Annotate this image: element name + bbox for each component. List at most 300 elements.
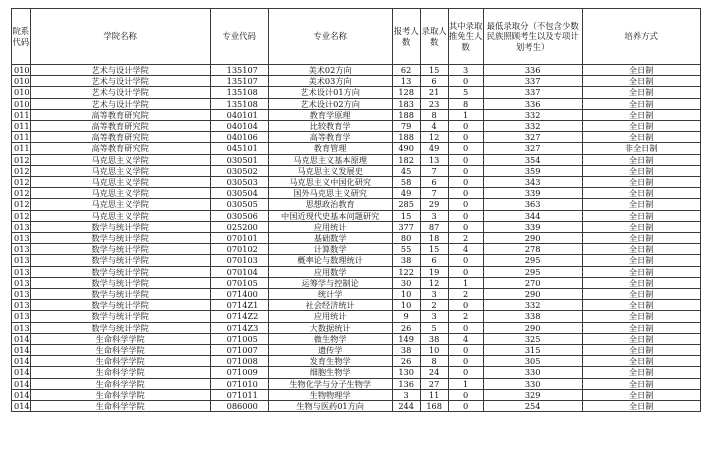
- exempt-cell: 0: [448, 255, 483, 266]
- major-name-cell: 发育生物学: [268, 356, 392, 367]
- major-name-cell: 大数据统计: [268, 322, 392, 333]
- mode-cell: 全日制: [582, 121, 700, 132]
- exempt-cell: 0: [448, 266, 483, 277]
- table-row: [12, 300, 701, 311]
- admitted-cell: 6: [420, 177, 448, 188]
- applicants-cell: 26: [392, 322, 420, 333]
- admitted-cell: 6: [420, 76, 448, 87]
- applicants-cell: 3: [392, 389, 420, 400]
- exempt-cell: 2: [448, 233, 483, 244]
- applicants-cell: 183: [392, 98, 420, 109]
- mode-cell: 全日制: [582, 188, 700, 199]
- college-code-cell: 013: [12, 311, 31, 322]
- mode-cell: 全日制: [582, 210, 700, 221]
- college-name-cell: 高等教育研究院: [30, 132, 210, 143]
- college-name-cell: 数学与统计学院: [30, 277, 210, 288]
- min-score-cell: 315: [483, 345, 582, 356]
- major-name-cell: 美术02方向: [268, 65, 392, 76]
- applicants-cell: 377: [392, 221, 420, 232]
- mode-cell: 全日制: [582, 401, 700, 412]
- min-score-cell: 339: [483, 221, 582, 232]
- mode-cell: 全日制: [582, 300, 700, 311]
- admitted-cell: 2: [420, 300, 448, 311]
- mode-cell: 全日制: [582, 322, 700, 333]
- admitted-cell: 10: [420, 345, 448, 356]
- table-row: [12, 76, 701, 87]
- applicants-cell: 244: [392, 401, 420, 412]
- college-name-cell: 艺术与设计学院: [30, 87, 210, 98]
- admitted-cell: 13: [420, 154, 448, 165]
- min-score-cell: 343: [483, 177, 582, 188]
- table-row: [12, 289, 701, 300]
- admitted-cell: 5: [420, 322, 448, 333]
- major-code-cell: 0714Z1: [210, 300, 268, 311]
- mode-cell: 全日制: [582, 154, 700, 165]
- college-name-cell: 高等教育研究院: [30, 143, 210, 154]
- college-code-cell: 010: [12, 98, 31, 109]
- college-code-cell: 012: [12, 188, 31, 199]
- table-row: [12, 109, 701, 120]
- major-name-cell: 教育学原理: [268, 109, 392, 120]
- min-score-cell: 290: [483, 322, 582, 333]
- college-code-cell: 014: [12, 333, 31, 344]
- min-score-cell: 332: [483, 300, 582, 311]
- major-name-cell: 微生物学: [268, 333, 392, 344]
- mode-cell: 全日制: [582, 177, 700, 188]
- mode-cell: 全日制: [582, 87, 700, 98]
- exempt-cell: 0: [448, 389, 483, 400]
- applicants-cell: 15: [392, 210, 420, 221]
- admitted-cell: 38: [420, 333, 448, 344]
- major-name-cell: 应用数学: [268, 266, 392, 277]
- admitted-cell: 18: [420, 233, 448, 244]
- college-name-cell: 高等教育研究院: [30, 109, 210, 120]
- admitted-cell: 29: [420, 199, 448, 210]
- table-row: [12, 154, 701, 165]
- exempt-cell: 0: [448, 401, 483, 412]
- admitted-cell: 3: [420, 210, 448, 221]
- applicants-cell: 10: [392, 289, 420, 300]
- major-code-cell: 086000: [210, 401, 268, 412]
- college-code-cell: 012: [12, 165, 31, 176]
- table-row: [12, 177, 701, 188]
- college-name-cell: 数学与统计学院: [30, 266, 210, 277]
- major-name-cell: 社会经济统计: [268, 300, 392, 311]
- exempt-cell: 8: [448, 98, 483, 109]
- exempt-cell: 0: [448, 177, 483, 188]
- major-code-cell: 071008: [210, 356, 268, 367]
- exempt-cell: 3: [448, 65, 483, 76]
- table-row: [12, 132, 701, 143]
- college-name-cell: 生命科学学院: [30, 378, 210, 389]
- college-code-cell: 011: [12, 132, 31, 143]
- mode-cell: 全日制: [582, 165, 700, 176]
- admitted-cell: 8: [420, 109, 448, 120]
- min-score-cell: 290: [483, 233, 582, 244]
- exempt-cell: 0: [448, 356, 483, 367]
- header-major-code: 专业代码: [210, 9, 268, 65]
- college-name-cell: 马克思主义学院: [30, 177, 210, 188]
- applicants-cell: 80: [392, 233, 420, 244]
- exempt-cell: 4: [448, 333, 483, 344]
- college-code-cell: 013: [12, 255, 31, 266]
- exempt-cell: 0: [448, 132, 483, 143]
- exempt-cell: 0: [448, 143, 483, 154]
- exempt-cell: 1: [448, 277, 483, 288]
- major-code-cell: 135108: [210, 87, 268, 98]
- table-row: [12, 121, 701, 132]
- major-code-cell: 030504: [210, 188, 268, 199]
- college-code-cell: 012: [12, 177, 31, 188]
- major-name-cell: 细胞生物学: [268, 367, 392, 378]
- exempt-cell: 1: [448, 378, 483, 389]
- major-code-cell: 0714Z2: [210, 311, 268, 322]
- mode-cell: 全日制: [582, 277, 700, 288]
- table-row: [12, 143, 701, 154]
- applicants-cell: 122: [392, 266, 420, 277]
- min-score-cell: 270: [483, 277, 582, 288]
- min-score-cell: 329: [483, 389, 582, 400]
- min-score-cell: 278: [483, 244, 582, 255]
- major-code-cell: 071009: [210, 367, 268, 378]
- applicants-cell: 55: [392, 244, 420, 255]
- mode-cell: 全日制: [582, 132, 700, 143]
- mode-cell: 全日制: [582, 266, 700, 277]
- major-code-cell: 071011: [210, 389, 268, 400]
- major-name-cell: 应用统计: [268, 311, 392, 322]
- major-name-cell: 基础数学: [268, 233, 392, 244]
- major-code-cell: 0714Z3: [210, 322, 268, 333]
- applicants-cell: 79: [392, 121, 420, 132]
- exempt-cell: 0: [448, 199, 483, 210]
- college-name-cell: 生命科学学院: [30, 345, 210, 356]
- table-row: [12, 65, 701, 76]
- mode-cell: 全日制: [582, 389, 700, 400]
- applicants-cell: 188: [392, 109, 420, 120]
- major-code-cell: 040106: [210, 132, 268, 143]
- min-score-cell: 337: [483, 87, 582, 98]
- mode-cell: 全日制: [582, 345, 700, 356]
- major-code-cell: 071005: [210, 333, 268, 344]
- applicants-cell: 149: [392, 333, 420, 344]
- mode-cell: 非全日制: [582, 143, 700, 154]
- college-name-cell: 马克思主义学院: [30, 210, 210, 221]
- applicants-cell: 188: [392, 132, 420, 143]
- college-code-cell: 013: [12, 289, 31, 300]
- exempt-cell: 1: [448, 109, 483, 120]
- college-name-cell: 马克思主义学院: [30, 154, 210, 165]
- major-name-cell: 中国近现代史基本问题研究: [268, 210, 392, 221]
- college-code-cell: 014: [12, 401, 31, 412]
- college-code-cell: 011: [12, 143, 31, 154]
- min-score-cell: 330: [483, 378, 582, 389]
- table-row: [12, 311, 701, 322]
- min-score-cell: 337: [483, 76, 582, 87]
- college-code-cell: 013: [12, 277, 31, 288]
- header-major-name: 专业名称: [268, 9, 392, 65]
- college-name-cell: 马克思主义学院: [30, 188, 210, 199]
- admitted-cell: 87: [420, 221, 448, 232]
- major-name-cell: 遗传学: [268, 345, 392, 356]
- mode-cell: 全日制: [582, 367, 700, 378]
- table-row: [12, 322, 701, 333]
- major-code-cell: 070101: [210, 233, 268, 244]
- mode-cell: 全日制: [582, 233, 700, 244]
- exempt-cell: 0: [448, 367, 483, 378]
- min-score-cell: 332: [483, 109, 582, 120]
- major-name-cell: 美术03方向: [268, 76, 392, 87]
- major-code-cell: 030505: [210, 199, 268, 210]
- table-row: [12, 266, 701, 277]
- major-name-cell: 生物与医药01方向: [268, 401, 392, 412]
- admitted-cell: 3: [420, 289, 448, 300]
- min-score-cell: 338: [483, 311, 582, 322]
- min-score-cell: 295: [483, 255, 582, 266]
- min-score-cell: 359: [483, 165, 582, 176]
- table-row: [12, 277, 701, 288]
- table-row: [12, 87, 701, 98]
- mode-cell: 全日制: [582, 199, 700, 210]
- table-body: [12, 65, 701, 412]
- min-score-cell: 327: [483, 132, 582, 143]
- major-name-cell: 运筹学与控制论: [268, 277, 392, 288]
- major-code-cell: 071007: [210, 345, 268, 356]
- major-code-cell: 030506: [210, 210, 268, 221]
- college-code-cell: 014: [12, 345, 31, 356]
- table-row: [12, 221, 701, 232]
- table-row: [12, 98, 701, 109]
- mode-cell: 全日制: [582, 244, 700, 255]
- college-name-cell: 生命科学学院: [30, 333, 210, 344]
- admission-table-container: [11, 8, 701, 412]
- admitted-cell: 15: [420, 65, 448, 76]
- college-code-cell: 012: [12, 210, 31, 221]
- header-college-name: 学院名称: [30, 9, 210, 65]
- applicants-cell: 128: [392, 87, 420, 98]
- major-code-cell: 135107: [210, 76, 268, 87]
- applicants-cell: 58: [392, 177, 420, 188]
- exempt-cell: 0: [448, 121, 483, 132]
- major-name-cell: 统计学: [268, 289, 392, 300]
- major-code-cell: 070105: [210, 277, 268, 288]
- exempt-cell: 0: [448, 188, 483, 199]
- college-code-cell: 013: [12, 300, 31, 311]
- admitted-cell: 3: [420, 311, 448, 322]
- major-code-cell: 045101: [210, 143, 268, 154]
- admitted-cell: 168: [420, 401, 448, 412]
- header-admitted: 录取人数: [420, 9, 448, 65]
- major-code-cell: 070104: [210, 266, 268, 277]
- table-row: [12, 378, 701, 389]
- major-name-cell: 生物物理学: [268, 389, 392, 400]
- college-code-cell: 011: [12, 109, 31, 120]
- min-score-cell: 290: [483, 289, 582, 300]
- mode-cell: 全日制: [582, 76, 700, 87]
- college-code-cell: 013: [12, 322, 31, 333]
- mode-cell: 全日制: [582, 221, 700, 232]
- table-row: [12, 389, 701, 400]
- applicants-cell: 62: [392, 65, 420, 76]
- college-code-cell: 014: [12, 367, 31, 378]
- college-code-cell: 010: [12, 87, 31, 98]
- college-code-cell: 010: [12, 76, 31, 87]
- admitted-cell: 12: [420, 277, 448, 288]
- min-score-cell: 330: [483, 367, 582, 378]
- table-row: [12, 199, 701, 210]
- mode-cell: 全日制: [582, 98, 700, 109]
- exempt-cell: 4: [448, 244, 483, 255]
- major-code-cell: 070102: [210, 244, 268, 255]
- min-score-cell: 363: [483, 199, 582, 210]
- college-name-cell: 艺术与设计学院: [30, 76, 210, 87]
- college-name-cell: 艺术与设计学院: [30, 98, 210, 109]
- header-mode: 培养方式: [582, 9, 700, 65]
- college-name-cell: 生命科学学院: [30, 356, 210, 367]
- college-name-cell: 数学与统计学院: [30, 233, 210, 244]
- table-row: [12, 165, 701, 176]
- applicants-cell: 30: [392, 277, 420, 288]
- college-name-cell: 马克思主义学院: [30, 199, 210, 210]
- college-name-cell: 数学与统计学院: [30, 221, 210, 232]
- applicants-cell: 10: [392, 300, 420, 311]
- major-code-cell: 071400: [210, 289, 268, 300]
- mode-cell: 全日制: [582, 109, 700, 120]
- applicants-cell: 38: [392, 345, 420, 356]
- admitted-cell: 24: [420, 367, 448, 378]
- table-row: [12, 244, 701, 255]
- admitted-cell: 15: [420, 244, 448, 255]
- min-score-cell: 354: [483, 154, 582, 165]
- header-row: [12, 9, 701, 65]
- table-row: [12, 233, 701, 244]
- major-name-cell: 国外马克思主义研究: [268, 188, 392, 199]
- major-name-cell: 应用统计: [268, 221, 392, 232]
- college-code-cell: 014: [12, 356, 31, 367]
- major-name-cell: 比较教育学: [268, 121, 392, 132]
- mode-cell: 全日制: [582, 311, 700, 322]
- table-row: [12, 367, 701, 378]
- major-name-cell: 概率论与数理统计: [268, 255, 392, 266]
- applicants-cell: 49: [392, 188, 420, 199]
- table-row: [12, 401, 701, 412]
- college-code-cell: 012: [12, 199, 31, 210]
- table-row: [12, 188, 701, 199]
- college-name-cell: 数学与统计学院: [30, 255, 210, 266]
- major-code-cell: 030502: [210, 165, 268, 176]
- college-name-cell: 数学与统计学院: [30, 300, 210, 311]
- admitted-cell: 12: [420, 132, 448, 143]
- admitted-cell: 23: [420, 98, 448, 109]
- exempt-cell: 0: [448, 322, 483, 333]
- admission-table: [11, 8, 701, 412]
- college-name-cell: 生命科学学院: [30, 401, 210, 412]
- college-name-cell: 生命科学学院: [30, 367, 210, 378]
- major-code-cell: 040101: [210, 109, 268, 120]
- major-code-cell: 135107: [210, 65, 268, 76]
- min-score-cell: 336: [483, 65, 582, 76]
- min-score-cell: 254: [483, 401, 582, 412]
- exempt-cell: 2: [448, 311, 483, 322]
- major-name-cell: 高等教育学: [268, 132, 392, 143]
- college-code-cell: 010: [12, 65, 31, 76]
- major-code-cell: 030501: [210, 154, 268, 165]
- college-name-cell: 马克思主义学院: [30, 165, 210, 176]
- applicants-cell: 130: [392, 367, 420, 378]
- admitted-cell: 7: [420, 165, 448, 176]
- exempt-cell: 0: [448, 165, 483, 176]
- applicants-cell: 45: [392, 165, 420, 176]
- major-name-cell: 计算数学: [268, 244, 392, 255]
- mode-cell: 全日制: [582, 65, 700, 76]
- min-score-cell: 305: [483, 356, 582, 367]
- college-code-cell: 013: [12, 266, 31, 277]
- exempt-cell: 0: [448, 345, 483, 356]
- major-code-cell: 135108: [210, 98, 268, 109]
- table-row: [12, 345, 701, 356]
- major-code-cell: 070103: [210, 255, 268, 266]
- major-name-cell: 教育管理: [268, 143, 392, 154]
- exempt-cell: 2: [448, 289, 483, 300]
- exempt-cell: 5: [448, 87, 483, 98]
- table-row: [12, 255, 701, 266]
- major-code-cell: 030503: [210, 177, 268, 188]
- college-name-cell: 数学与统计学院: [30, 289, 210, 300]
- table-row: [12, 333, 701, 344]
- exempt-cell: 0: [448, 76, 483, 87]
- min-score-cell: 332: [483, 121, 582, 132]
- table-row: [12, 210, 701, 221]
- college-code-cell: 013: [12, 244, 31, 255]
- college-name-cell: 生命科学学院: [30, 389, 210, 400]
- admitted-cell: 11: [420, 389, 448, 400]
- admitted-cell: 19: [420, 266, 448, 277]
- major-name-cell: 马克思主义基本原理: [268, 154, 392, 165]
- applicants-cell: 26: [392, 356, 420, 367]
- mode-cell: 全日制: [582, 356, 700, 367]
- table-row: [12, 356, 701, 367]
- major-code-cell: 071010: [210, 378, 268, 389]
- min-score-cell: 327: [483, 143, 582, 154]
- exempt-cell: 0: [448, 221, 483, 232]
- admitted-cell: 4: [420, 121, 448, 132]
- admitted-cell: 21: [420, 87, 448, 98]
- min-score-cell: 336: [483, 98, 582, 109]
- mode-cell: 全日制: [582, 378, 700, 389]
- min-score-cell: 295: [483, 266, 582, 277]
- mode-cell: 全日制: [582, 289, 700, 300]
- admitted-cell: 7: [420, 188, 448, 199]
- college-name-cell: 数学与统计学院: [30, 244, 210, 255]
- college-name-cell: 数学与统计学院: [30, 311, 210, 322]
- header-applicants: 报考人数: [392, 9, 420, 65]
- applicants-cell: 9: [392, 311, 420, 322]
- admitted-cell: 6: [420, 255, 448, 266]
- college-code-cell: 013: [12, 233, 31, 244]
- major-name-cell: 艺术设计01方向: [268, 87, 392, 98]
- major-name-cell: 马克思主义中国化研究: [268, 177, 392, 188]
- college-code-cell: 012: [12, 154, 31, 165]
- major-name-cell: 马克思主义发展史: [268, 165, 392, 176]
- major-name-cell: 艺术设计02方向: [268, 98, 392, 109]
- applicants-cell: 136: [392, 378, 420, 389]
- exempt-cell: 0: [448, 154, 483, 165]
- college-code-cell: 014: [12, 389, 31, 400]
- applicants-cell: 13: [392, 76, 420, 87]
- admitted-cell: 8: [420, 356, 448, 367]
- exempt-cell: 0: [448, 300, 483, 311]
- college-name-cell: 数学与统计学院: [30, 322, 210, 333]
- major-code-cell: 040104: [210, 121, 268, 132]
